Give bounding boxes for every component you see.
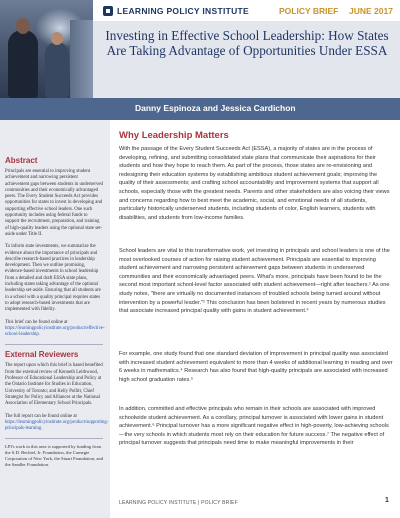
abstract-paragraph: Principals are essential to improving student achievement and narrowing persistent achievement gaps between students in underserved communities and their economically advantaged peers. The Every Student Succeeds Act provides opportunities for states to invest in developing and supporting effective school leaders. One such opportunity includes using federal funds to support the recruitment, preparation, and training of high-quality leaders using the optional state set-aside under Title II. [5, 169, 103, 237]
section-heading: Why Leadership Matters [119, 130, 229, 141]
brand-bar [93, 0, 400, 21]
person-figure [45, 42, 69, 98]
body-paragraph: In addition, committed and effective principals who remain in their schools are associated with improved schoolwide student achievement. As a corollary, principal turnover is associated with lower gains in student achievement.⁶ Principal turnover has a more significant negative effect in high-poverty, low-achieving schools—the very schools in which students most rely on their education for future success.⁷ The negative effect of principal turnover suggests that principals need time to make meaningful improvements in their [119, 406, 389, 447]
body-paragraph: School leaders are vital to this transformative work, yet investing in principals and school leaders is one of the most overlooked courses of action for raising student achievement. Principals are essential to improving student achievement and narrowing persistent achievement gaps between students in underserved communities and their economically advantaged peers. What's more, principals have been found to be the second most important school-level factor associated with student achievement—right after teachers.¹ As one study notes, "there are virtually no documented instances of troubled schools being turned around without intervention by a powerful leader."² This conclusion has been bolstered in recent years by numerous studies that associate increased principal quality with gains in student achievement.³ [119, 248, 390, 315]
abstract-paragraph: To inform state investments, we summarize the evidence about the importance of principals and describe research-based practices in leadership development. Then we outline promising, evidence-based investments in school leadership from a detailed and draft ESSA state plans, including states taking advantage of the optional leadership set-aside. Ensuring that all students are in a school with a quality principal requires states to adopt research-based investments that are implemented with fidelity. [5, 244, 101, 313]
funding-note: LPI's work in this area is supported by funding from the S.D. Bechtel, Jr. Foundation, the Carnegie Corporation of New York, the Stuart Foundation, and the Sandler Foundation. [5, 444, 103, 468]
person-figure [8, 30, 38, 98]
reviewers-paragraph: The report upon which this brief is based benefited from the external review of Kenneth Leithwood, Professor of Educational Leadership and Policy at the Ontario Institute for Studies in Education, University of Toronto; and Kelly Pollitt, Chief Strategist for Policy and Alliances at the National Association of Elementary School Principals. [5, 363, 103, 407]
doc-type: POLICY BRIEF [279, 6, 339, 16]
document-title: Investing in Effective School Leadership: How States Are Taking Advantage of Opportunities Under ESSA [105, 28, 389, 59]
org-name: LEARNING POLICY INSTITUTE [117, 6, 250, 16]
sidebar [0, 120, 110, 518]
body-paragraph: With the passage of the Every Student Succeeds Act (ESSA), a majority of states are in the process of developing, refining, and submitting consolidated state plans that communicate their aspirations for their students and how they hope to reach them. As part of the process, those states are re-envisioning and redesigning their education systems by establishing ambitious student achievement goals; improving the quality of their assessments; and crafting school accountability and improvement systems that support all schools, especially those with the greatest needs. Parents and other stakeholders are also voicing their views and concerns regarding how to best meet the academic, social, and emotional needs of all students, particularly historically underserved students, including students of color, English learners, students with disabilities, and students from low-income families. [119, 146, 390, 221]
reviewers-heading: External Reviewers [5, 350, 79, 360]
page-number: 1 [385, 497, 389, 504]
header [0, 0, 400, 98]
cover-photo [0, 0, 93, 98]
body-paragraph: For example, one study found that one standard deviation of improvement in principal quality was associated with increased student achievement equivalent to more than 4 weeks of additional learning in reading and over 6 weeks in mathematics.⁴ Research has also found that high-quality principals are associated with increased high school graduation rates.⁵ [119, 351, 393, 383]
divider [5, 438, 103, 439]
footer-label: LEARNING POLICY INSTITUTE | POLICY BRIEF [119, 500, 238, 506]
abstract-link-paragraph: This brief can be found online at https://learningpolicyinstitute.org/product/effective-school-leadership. [5, 319, 105, 338]
divider [5, 344, 103, 345]
abstract-heading: Abstract [5, 156, 38, 165]
brief-online-link[interactable]: https://learningpolicyinstitute.org/product/effective-school-leadership. [5, 325, 105, 338]
lpi-logo-icon [103, 6, 113, 16]
publication-date: JUNE 2017 [349, 6, 393, 16]
authors: Danny Espinoza and Jessica Cardichon [135, 103, 296, 113]
full-report-link[interactable]: https://learningpolicyinstitute.org/product/supporting-principals-learning. [5, 419, 109, 432]
report-link-paragraph: The full report can be found online at https://learningpolicyinstitute.org/product/supporting-principals-learning. [5, 413, 109, 432]
